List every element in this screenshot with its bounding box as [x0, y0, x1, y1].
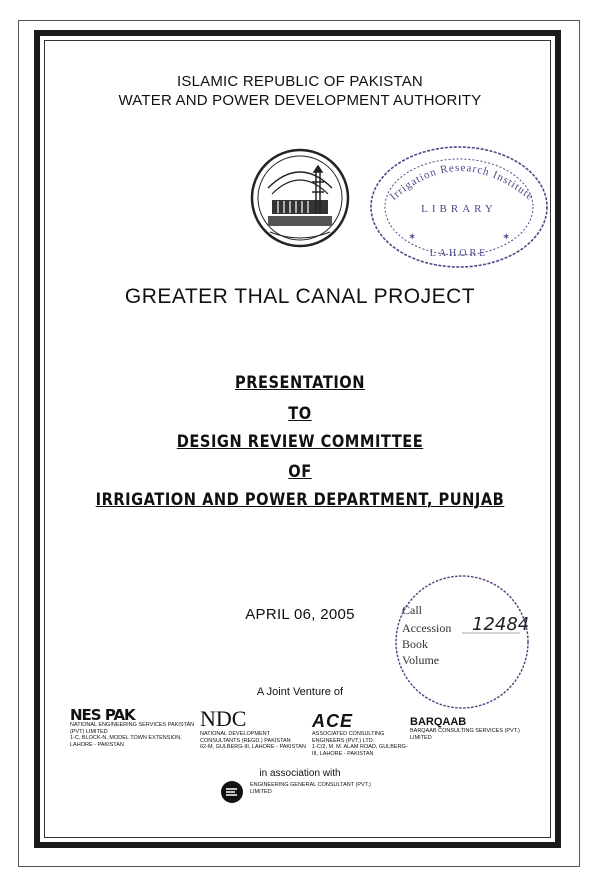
svg-text:Irrigation Research Institute: [388, 162, 536, 203]
firm-address: 1-C, BLOCK-N, MODEL TOWN EXTENSION, LAHORE - PAKISTAN: [70, 735, 182, 748]
ndc-logo: NDC: [200, 706, 247, 731]
firm-address: 62-M, GULBERG-III, LAHORE - PAKISTAN: [200, 744, 306, 750]
nespak-logo: NES PAK: [70, 706, 135, 724]
presentation-line: OF: [288, 462, 312, 482]
barqaab-logo: BARQAAB: [410, 716, 467, 728]
presentation-line: IRRIGATION AND POWER DEPARTMENT, PUNJAB: [95, 490, 505, 510]
presentation-line: DESIGN REVIEW COMMITTEE: [176, 432, 424, 452]
firm-name: ASSOCIATED CONSULTING ENGINEERS (PVT.) LTD.: [312, 731, 385, 744]
project-title: GREATER THAL CANAL PROJECT: [124, 285, 476, 308]
egc-block: [220, 778, 380, 802]
firm-name: NATIONAL ENGINEERING SERVICES PAKISTAN (PVT) LIMITED: [70, 722, 195, 735]
call-label: Call: [402, 603, 422, 617]
association-label: in association with: [259, 768, 341, 779]
accession-number: 12484: [472, 614, 530, 635]
firm-name: BARQAAB CONSULTING SERVICES (PVT.) LIMITED: [410, 728, 520, 741]
ace-logo: ACE: [312, 711, 354, 731]
joint-venture-label: A Joint Venture of: [256, 686, 344, 698]
firm-ace: [312, 711, 412, 757]
authority-line: WATER AND POWER DEVELOPMENT AUTHORITY: [118, 92, 482, 109]
authority-heading: [0, 72, 600, 110]
stamp-institute-text: Irrigation Research Institute: [387, 161, 536, 204]
firm-nespak: [70, 706, 195, 748]
firm-address: 1-C/2, M. M. ALAM ROAD, GULBERG-III, LAHORE - PAKISTAN: [312, 744, 408, 757]
accession-label: Accession: [402, 621, 452, 635]
associate-name: ENGINEERING GENERAL CONSULTANT (PVT.) LIMITED: [250, 782, 371, 795]
presentation-line: TO: [288, 404, 312, 424]
presentation-line: PRESENTATION: [234, 373, 365, 393]
firm-name: NATIONAL DEVELOPMENT CONSULTANTS (REGD.) PAKISTAN: [200, 731, 291, 744]
firm-barqaab: [410, 716, 525, 741]
firm-ndc: [200, 707, 310, 751]
volume-label: Volume: [402, 653, 440, 667]
country-line: ISLAMIC REPUBLIC OF PAKISTAN: [177, 73, 423, 90]
svg-text:✶: ✶: [502, 232, 511, 243]
svg-text:✶: ✶: [408, 232, 417, 243]
wapda-emblem-icon: [250, 148, 350, 248]
presentation-date: APRIL 06, 2005: [245, 606, 355, 623]
egc-logo-icon: [220, 780, 244, 804]
book-label: Book: [402, 637, 429, 651]
stamp-city-text: LAHORE: [429, 248, 489, 259]
stamp-library-text: LIBRARY: [421, 203, 497, 215]
library-stamp: [368, 142, 550, 272]
